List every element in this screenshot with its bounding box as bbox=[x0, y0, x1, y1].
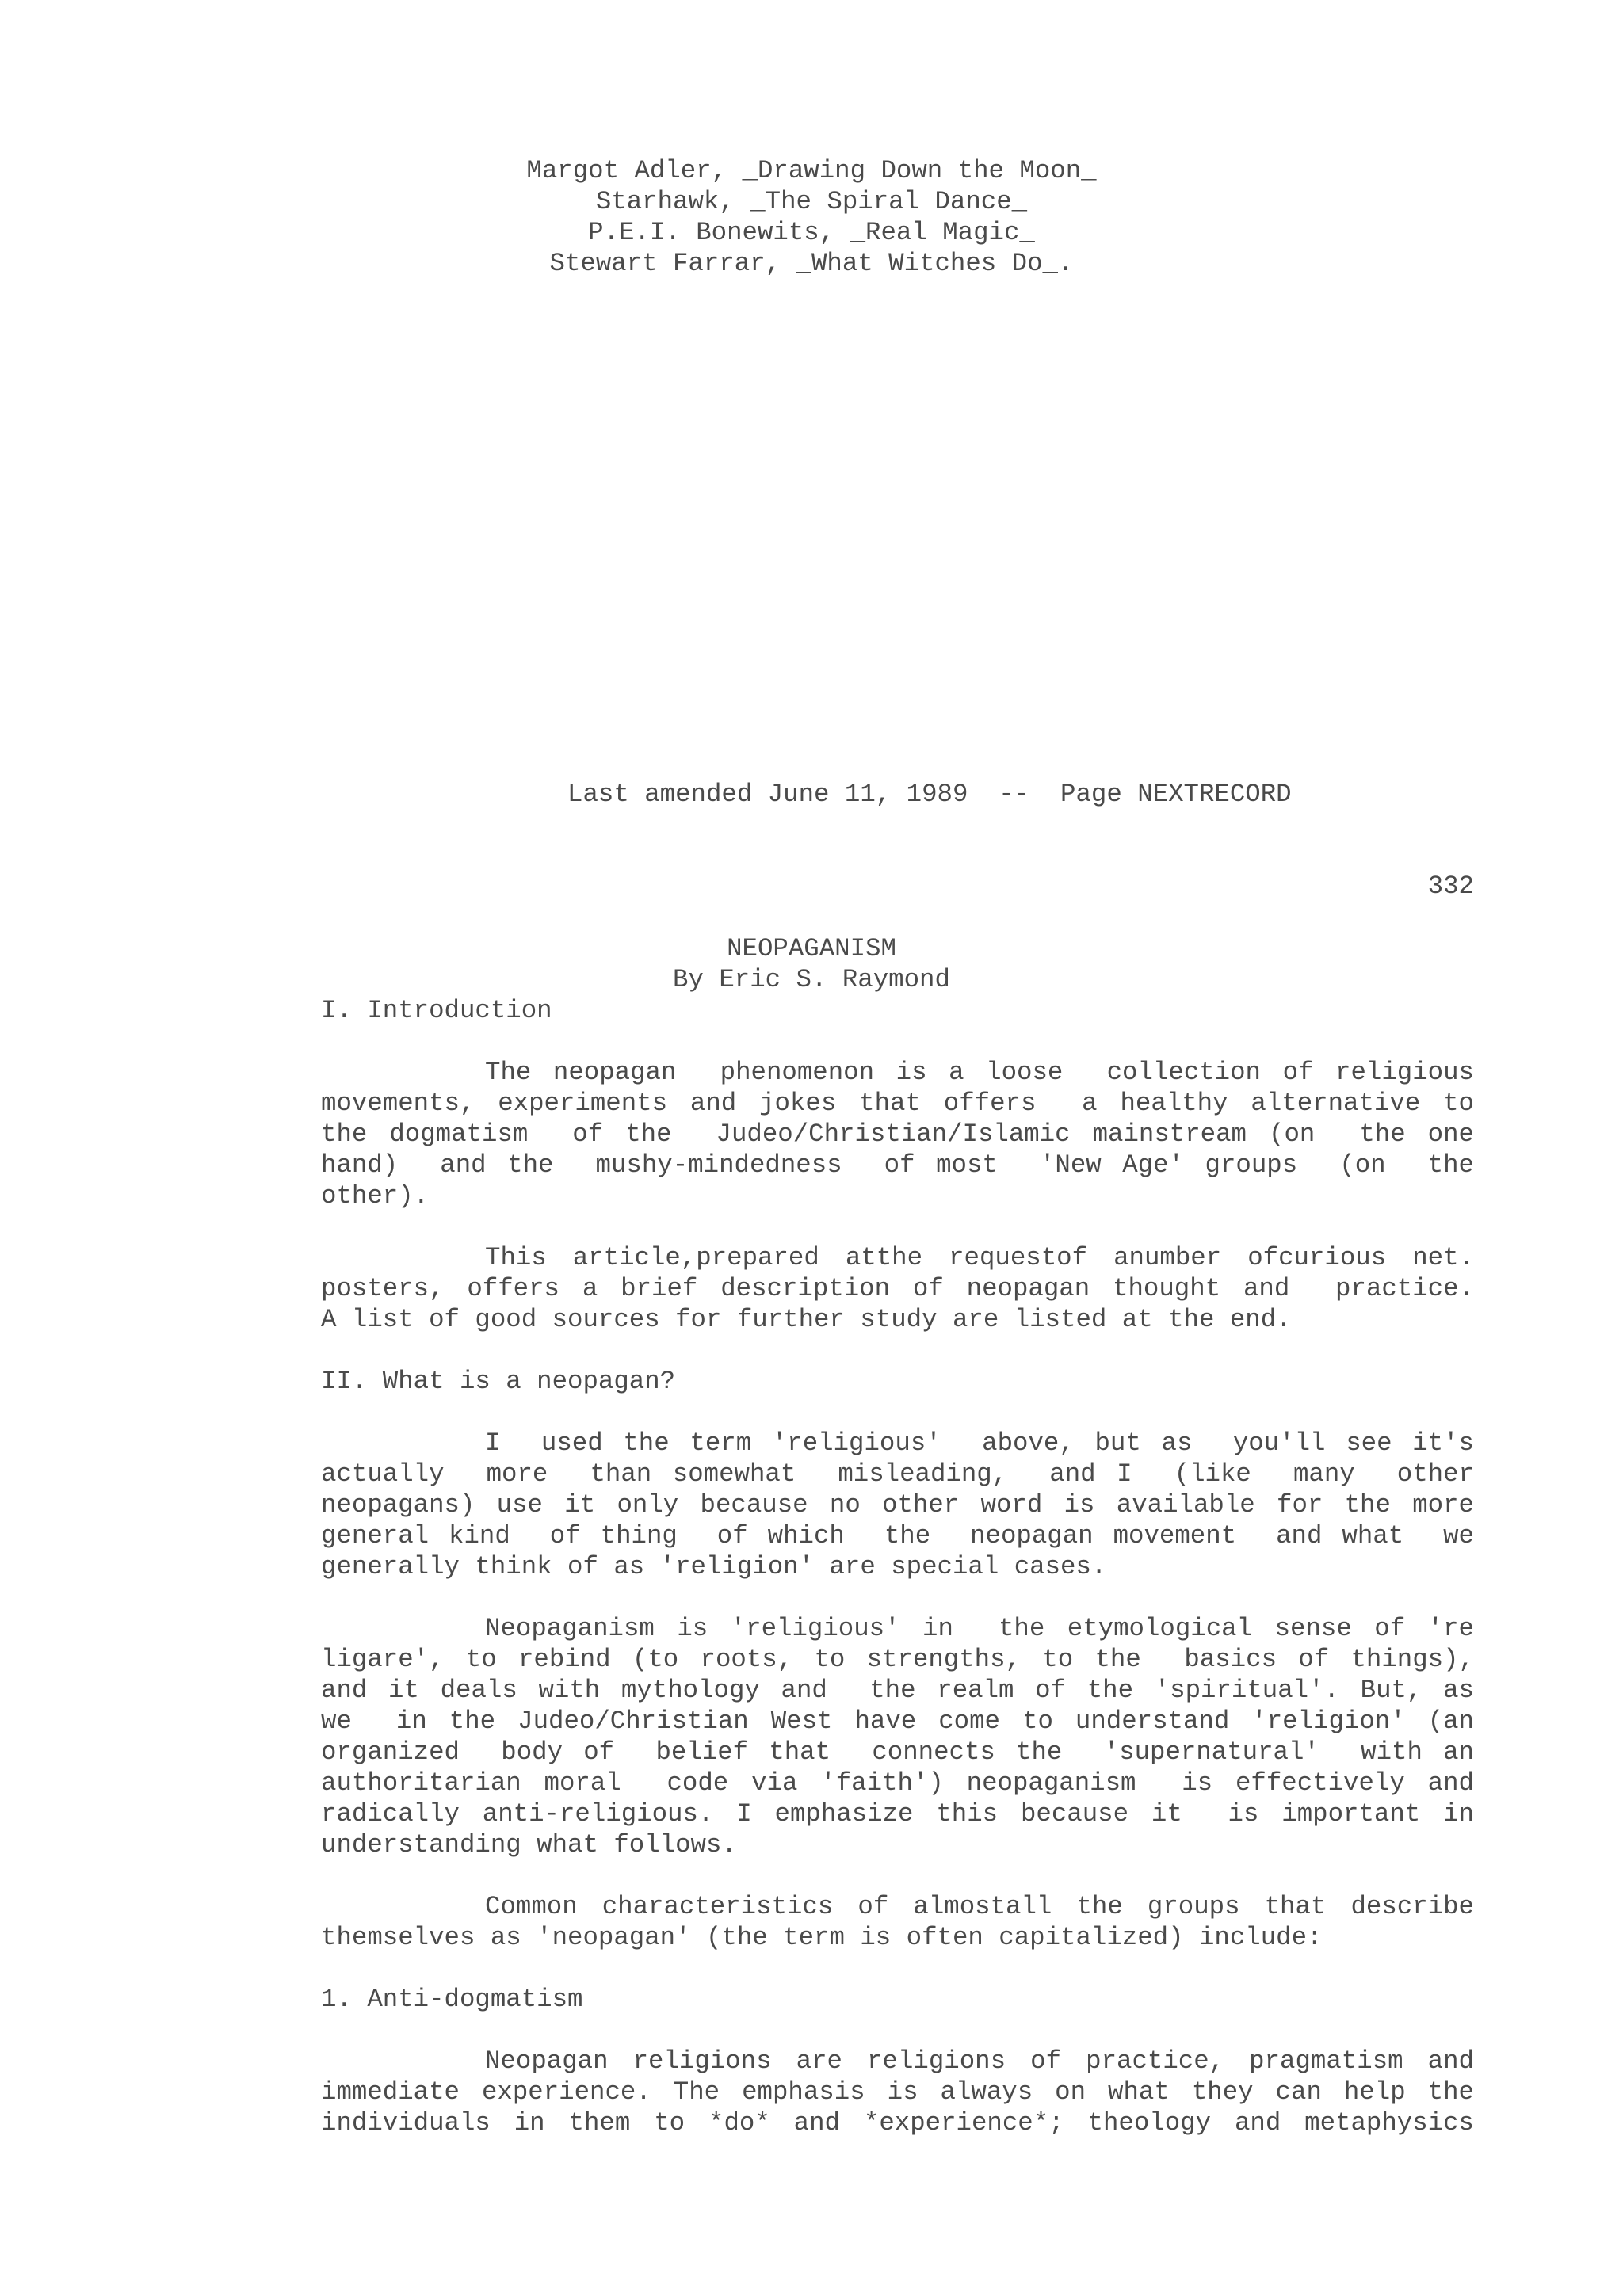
paragraph-line: organized body of belief that connects the 'supernatural' with an bbox=[321, 1737, 1474, 1767]
paragraph-line: I used the term 'religious' above, but as you'll see it's bbox=[485, 1428, 1474, 1458]
paragraph-line: A list of good sources for further study are listed at the end. bbox=[321, 1305, 1292, 1334]
reference-line: Margot Adler, _Drawing Down the Moon_ bbox=[526, 156, 1097, 185]
paragraph-line: posters, offers a brief description of neopagan thought and practice. bbox=[321, 1274, 1474, 1303]
paragraph-line: Common characteristics of almostall the groups that describe bbox=[485, 1892, 1474, 1921]
paragraph-line: ligare', to rebind (to roots, to strengths, to the basics of things), bbox=[321, 1645, 1474, 1674]
paragraph-line: generally think of as 'religion' are special cases. bbox=[321, 1552, 1107, 1581]
paragraph-line: understanding what follows. bbox=[321, 1830, 737, 1859]
reference-line: Starhawk, _The Spiral Dance_ bbox=[595, 187, 1028, 216]
section-heading: II. What is a neopagan? bbox=[321, 1367, 676, 1396]
paragraph-line: neopagans) use it only because no other word is available for the more bbox=[321, 1490, 1474, 1520]
paragraph-line: actually more than somewhat misleading, and I (like many other bbox=[321, 1459, 1474, 1489]
reference-line: P.E.I. Bonewits, _Real Magic_ bbox=[588, 218, 1035, 247]
paragraph-line: authoritarian moral code via 'faith') neopaganism is effectively and bbox=[321, 1768, 1474, 1798]
paragraph-line: hand) and the mushy-mindedness of most 'New Age' groups (on the bbox=[321, 1150, 1474, 1180]
paragraph-line: This article,prepared atthe requestof anumber ofcurious net. bbox=[485, 1243, 1474, 1272]
paragraph-line: Neopagan religions are religions of practice, pragmatism and bbox=[485, 2046, 1474, 2076]
paragraph-line: other). bbox=[321, 1181, 430, 1211]
paragraph-line: immediate experience. The emphasis is always on what they can help the bbox=[321, 2077, 1474, 2107]
paragraph-line: movements, experiments and jokes that offers a healthy alternative to bbox=[321, 1089, 1474, 1118]
reference-line: Stewart Farrar, _What Witches Do_. bbox=[549, 249, 1074, 278]
paragraph-line: Neopaganism is 'religious' in the etymological sense of 're bbox=[485, 1614, 1474, 1643]
paragraph-line: radically anti-religious. I emphasize this because it is important in bbox=[321, 1799, 1474, 1829]
paragraph-line: and it deals with mythology and the realm of the 'spiritual'. But, as bbox=[321, 1676, 1474, 1705]
paragraph-line: themselves as 'neopagan' (the term is often capitalized) include: bbox=[321, 1923, 1323, 1952]
article-byline: By Eric S. Raymond bbox=[673, 965, 950, 994]
paragraph-line: The neopagan phenomenon is a loose collection of religious bbox=[485, 1058, 1474, 1087]
paragraph-line: we in the Judeo/Christian West have come to understand 'religion' (an bbox=[321, 1707, 1474, 1736]
paragraph-line: the dogmatism of the Judeo/Christian/Islamic mainstream (on the one bbox=[321, 1119, 1474, 1149]
page-number: 332 bbox=[1427, 871, 1474, 901]
article-title: NEOPAGANISM bbox=[727, 934, 896, 963]
section-heading: I. Introduction bbox=[321, 996, 552, 1025]
paragraph-line: general kind of thing of which the neopagan movement and what we bbox=[321, 1521, 1474, 1550]
paragraph-line: individuals in them to *do* and *experience*; theology and metaphysics bbox=[321, 2108, 1474, 2138]
section-heading: 1. Anti-dogmatism bbox=[321, 1985, 583, 2014]
page-footer: Last amended June 11, 1989 -- Page NEXTRECORD bbox=[567, 780, 1292, 809]
